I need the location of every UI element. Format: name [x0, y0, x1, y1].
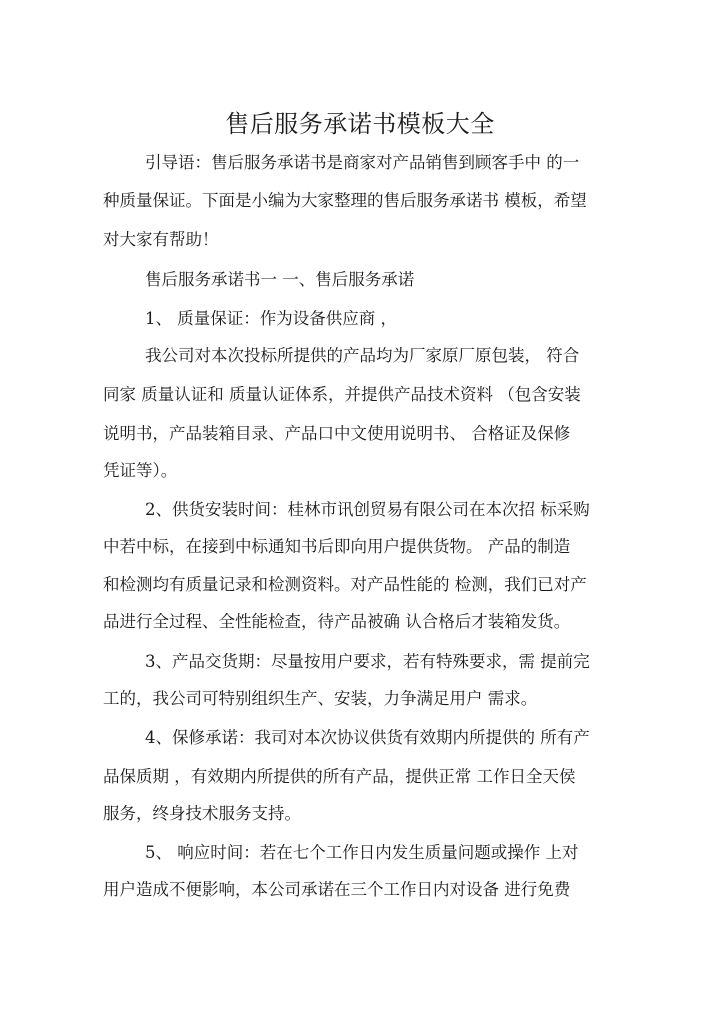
section-heading: 售后服务承诺书一 一、售后服务承诺 [145, 270, 415, 289]
paragraph-line: 1、 质量保证：作为设备供应商 ， [145, 309, 397, 328]
paragraph-line: 服务，终身技术服务支持。 [103, 804, 301, 823]
paragraph-line: 我公司对本次投标所提供的产品均为厂家原厂原包装， 符合 [145, 346, 580, 365]
paragraph-line: 品保质期 ，有效期内所提供的所有产品，提供正常 工作日全天侯 [103, 767, 576, 786]
document-title: 售后服务承诺书模板大全 [225, 110, 495, 138]
paragraph-line: 凭证等）。 [103, 461, 178, 480]
paragraph-line: 用户造成不便影响，本公司承诺在三个工作日内对设备 进行免费 [103, 880, 571, 899]
paragraph-line: 4、保修承诺：我司对本次协议供货有效期内所提供的 所有产 [145, 728, 590, 747]
paragraph-line: 对大家有帮助！ [103, 230, 219, 249]
paragraph-line: 2、供货安装时间：桂林市讯创贸易有限公司在本次招 标采购 [145, 500, 590, 519]
paragraph-line: 5、 响应时间：若在七个工作日内发生质量问题或操作 上对 [145, 843, 579, 862]
paragraph-line: 品进行全过程、全性能检查，待产品被确 认合格后才装箱发货。 [103, 612, 571, 631]
paragraph-line: 中若中标，在接到中标通知书后即向用户提供货物。 产品的制造 [103, 537, 571, 556]
paragraph-line: 工的，我公司可特别组织生产、安装，力争满足用户 需求。 [103, 689, 538, 708]
paragraph-line: 说明书，产品装箱目录、产品口中文使用说明书、 合格证及保修 [103, 424, 571, 443]
paragraph-line: 种质量保证。下面是小编为大家整理的售后服务承诺书 模板，希望 [103, 191, 587, 210]
paragraph-line: 同家 质量认证和 质量认证体系，并提供产品技术资料 （包含安装 [103, 385, 581, 404]
paragraph-line: 引导语：售后服务承诺书是商家对产品销售到顾客手中 的一 [145, 153, 580, 172]
paragraph-line: 3、产品交货期：尽量按用户要求，若有特殊要求，需 提前完 [145, 652, 590, 671]
paragraph-line: 和检测均有质量记录和检测资料。对产品性能的 检测，我们已对产 [103, 575, 587, 594]
